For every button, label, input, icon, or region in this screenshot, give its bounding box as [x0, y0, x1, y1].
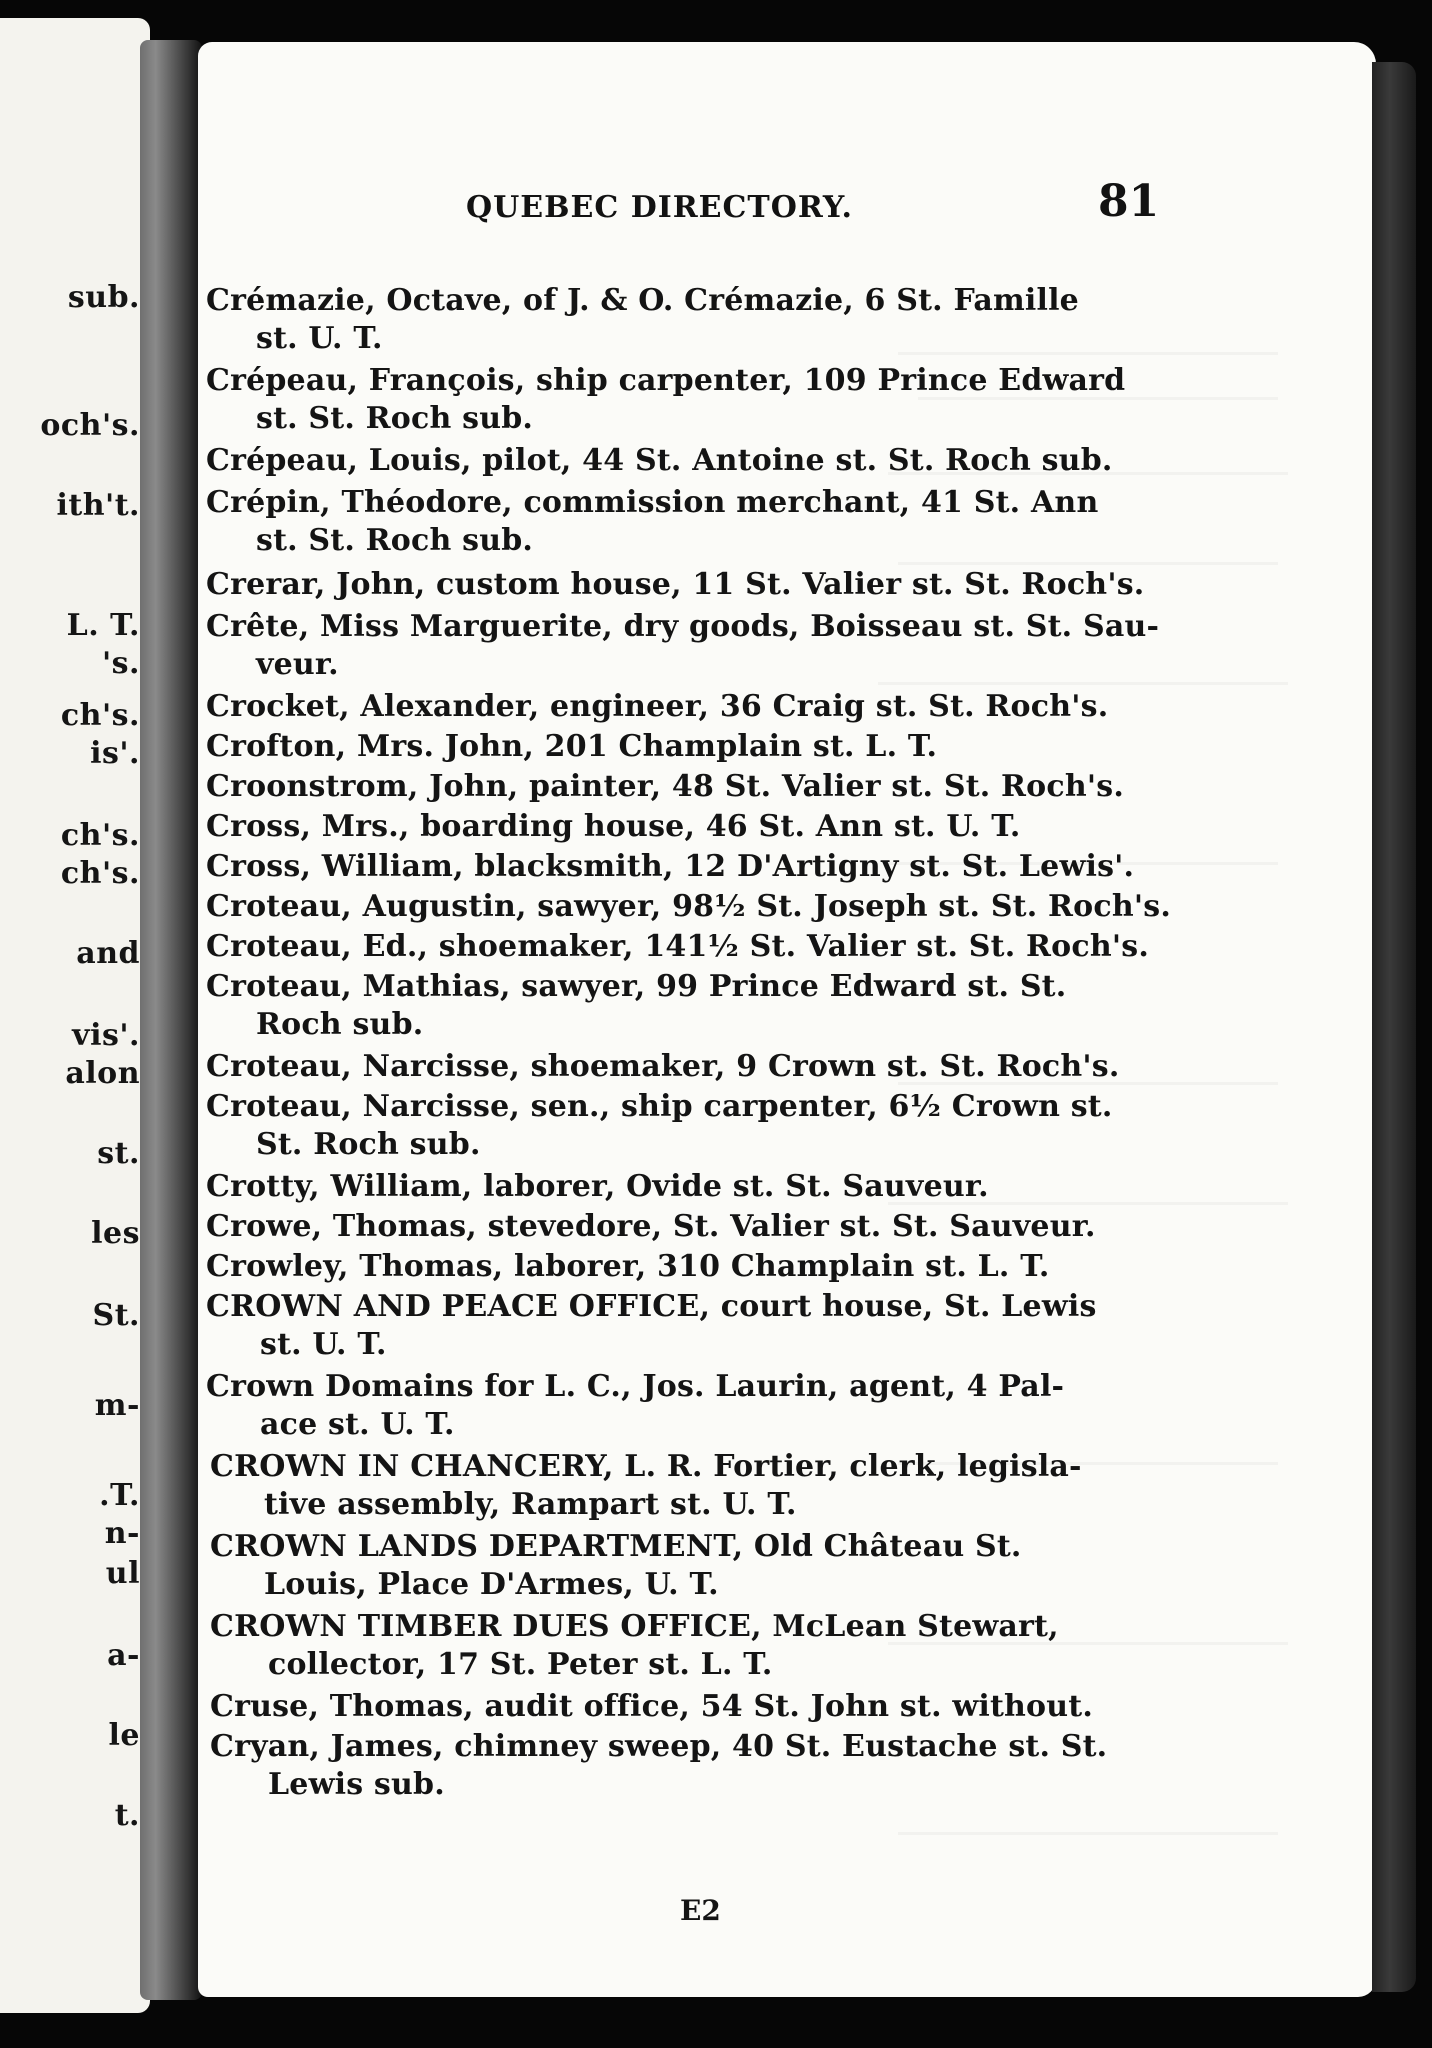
entry-line: St. Roch sub.: [256, 1127, 481, 1162]
entry-line: Crowley, Thomas, laborer, 310 Champlain st. L. T.: [206, 1249, 1050, 1284]
entry-line: Croteau, Narcisse, sen., ship carpenter, 6½ Crown st.: [206, 1089, 1113, 1124]
running-title: QUEBEC DIRECTORY.: [466, 190, 853, 225]
left-fragment: .T.: [99, 1478, 140, 1513]
entry-line: veur.: [256, 647, 339, 682]
left-fragment: St.: [92, 1298, 140, 1333]
entry-line: Cryan, James, chimney sweep, 40 St. Eustache st. St.: [210, 1729, 1108, 1764]
left-fragment: m-: [94, 1388, 140, 1423]
entry-line: CROWN TIMBER DUES OFFICE, McLean Stewart,: [210, 1609, 1059, 1644]
left-fragment: sub.: [67, 280, 140, 315]
entry-line: Crotty, William, laborer, Ovide st. St. Sauveur.: [206, 1169, 989, 1204]
left-fragment: ith't.: [56, 488, 140, 523]
left-fragment: and: [76, 936, 140, 971]
left-fragment: n-: [104, 1516, 140, 1551]
entry-line: Louis, Place D'Armes, U. T.: [264, 1567, 719, 1602]
left-fragment: les: [91, 1216, 140, 1251]
entry-line: st. U. T.: [256, 321, 383, 356]
page-stack-edge: [1372, 62, 1416, 1992]
entry-line: Crerar, John, custom house, 11 St. Valier st. St. Roch's.: [206, 567, 1145, 602]
entry-line: st. St. Roch sub.: [256, 401, 534, 436]
left-fragment: L. T.: [66, 608, 140, 643]
entry-line: CROWN LANDS DEPARTMENT, Old Château St.: [210, 1529, 1022, 1564]
entry-line: Croteau, Ed., shoemaker, 141½ St. Valier st. St. Roch's.: [206, 929, 1149, 964]
entry-line: Croteau, Augustin, sawyer, 98½ St. Joseph st. St. Roch's.: [206, 889, 1171, 924]
left-fragment: och's.: [40, 408, 140, 443]
page-number: 81: [1098, 176, 1160, 227]
left-fragment: ch's.: [60, 698, 140, 733]
printer-signature: E2: [680, 1894, 721, 1927]
left-fragment: t.: [114, 1798, 140, 1833]
entry-line: Crémazie, Octave, of J. & O. Crémazie, 6 St. Famille: [206, 283, 1079, 318]
left-fragment: alon: [65, 1056, 140, 1091]
entry-line: Croteau, Narcisse, shoemaker, 9 Crown st. St. Roch's.: [206, 1049, 1120, 1084]
entry-line: Crofton, Mrs. John, 201 Champlain st. L. T.: [206, 729, 938, 764]
entry-line: CROWN IN CHANCERY, L. R. Fortier, clerk, legisla-: [210, 1449, 1082, 1484]
entry-line: Crown Domains for L. C., Jos. Laurin, agent, 4 Pal-: [206, 1369, 1065, 1404]
left-fragment: le: [108, 1718, 140, 1753]
left-page-text-fragments: [0, 18, 150, 2013]
entry-line: Crépeau, François, ship carpenter, 109 Prince Edward: [206, 363, 1126, 398]
entry-line: collector, 17 St. Peter st. L. T.: [268, 1647, 773, 1682]
left-facing-page: [0, 18, 150, 2013]
entry-line: Lewis sub.: [268, 1767, 445, 1802]
entry-line: Croteau, Mathias, sawyer, 99 Prince Edward st. St.: [206, 969, 1067, 1004]
left-fragment: st.: [97, 1136, 140, 1171]
entry-line: CROWN AND PEACE OFFICE, court house, St. Lewis: [206, 1289, 1097, 1324]
entry-line: Crête, Miss Marguerite, dry goods, Boisseau st. St. Sau-: [206, 609, 1160, 644]
entry-line: Crépeau, Louis, pilot, 44 St. Antoine st. St. Roch sub.: [206, 443, 1113, 478]
entry-line: Roch sub.: [256, 1007, 424, 1042]
directory-entries: [198, 42, 1376, 1997]
entry-line: st. U. T.: [260, 1327, 387, 1362]
entry-line: ace st. U. T.: [260, 1407, 455, 1442]
left-fragment: a-: [107, 1638, 140, 1673]
left-fragment: is'.: [90, 736, 140, 771]
entry-line: Cross, Mrs., boarding house, 46 St. Ann st. U. T.: [206, 809, 1021, 844]
entry-line: Crocket, Alexander, engineer, 36 Craig st. St. Roch's.: [206, 689, 1109, 724]
left-fragment: ch's.: [60, 818, 140, 853]
book-gutter: [140, 40, 202, 2000]
left-fragment: ul: [105, 1556, 140, 1591]
entry-line: Crowe, Thomas, stevedore, St. Valier st. St. Sauveur.: [206, 1209, 1096, 1244]
left-fragment: 's.: [101, 646, 140, 681]
directory-page: [198, 42, 1376, 1997]
left-fragment: ch's.: [60, 856, 140, 891]
entry-line: tive assembly, Rampart st. U. T.: [264, 1487, 797, 1522]
entry-line: Cross, William, blacksmith, 12 D'Artigny st. St. Lewis'.: [206, 849, 1135, 884]
entry-line: Croonstrom, John, painter, 48 St. Valier st. St. Roch's.: [206, 769, 1124, 804]
left-fragment: vis'.: [72, 1018, 140, 1053]
entry-line: st. St. Roch sub.: [256, 523, 534, 558]
entry-line: Crépin, Théodore, commission merchant, 41 St. Ann: [206, 485, 1099, 520]
entry-line: Cruse, Thomas, audit office, 54 St. John st. without.: [210, 1689, 1093, 1724]
